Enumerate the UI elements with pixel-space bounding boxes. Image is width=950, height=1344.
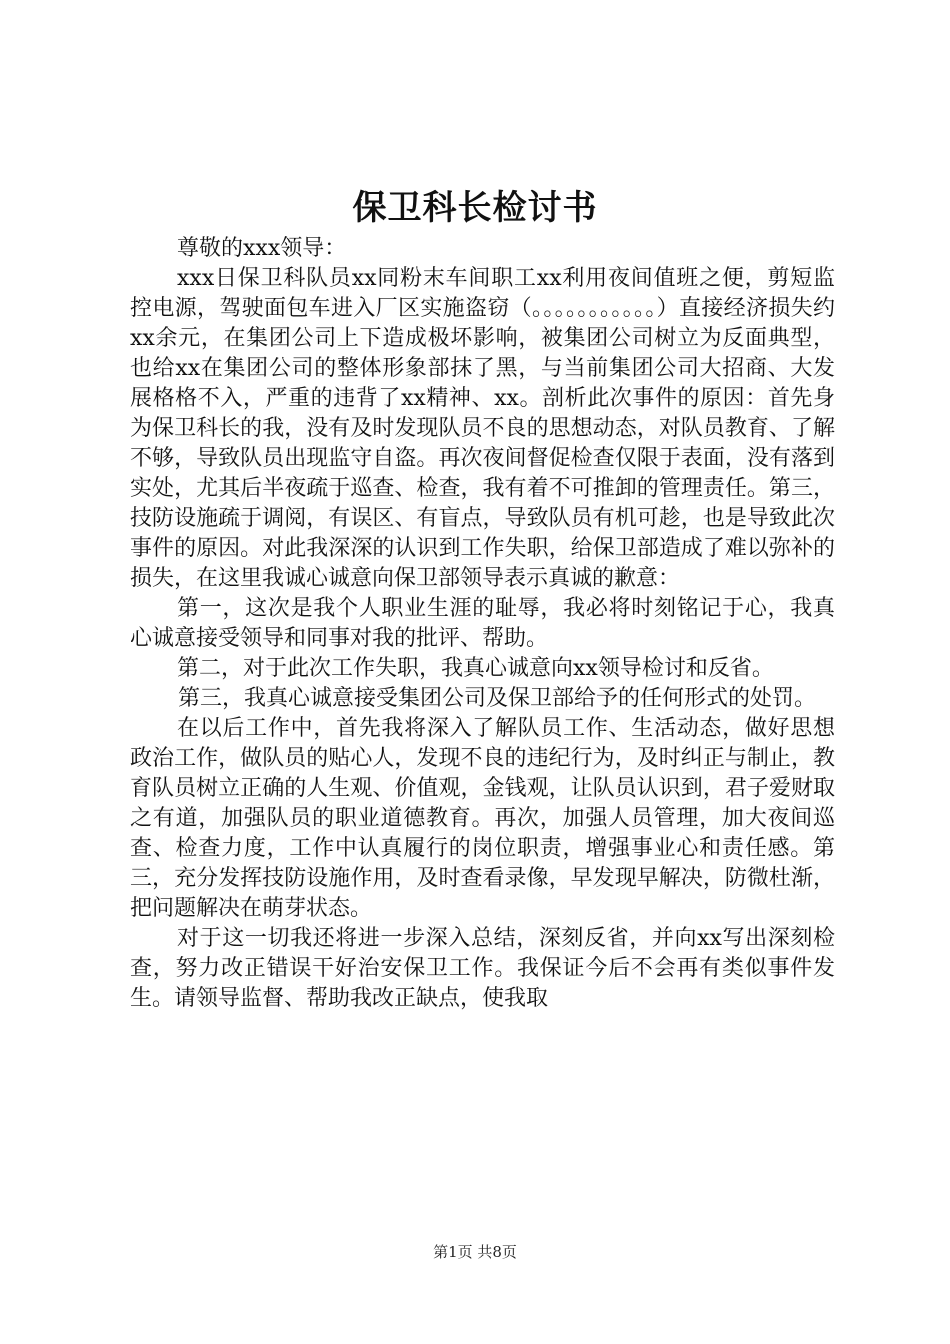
paragraph-point-three: 第三，我真心诚意接受集团公司及保卫部给予的任何形式的处罚。: [178, 686, 817, 711]
paragraph-point-two: 第二，对于此次工作失职，我真心诚意向xx领导检讨和反省。: [177, 656, 774, 681]
salutation: 尊敬的xxx领导：: [177, 236, 347, 261]
paragraph-point-one: 第一，这次是我个人职业生涯的耻辱，我必将时刻铭记于心，我真心诚意接受领导和同事对我的批评、帮助。: [130, 596, 835, 651]
paragraph-future-work: 在以后工作中，首先我将深入了解队员工作、生活动态，做好思想政治工作，做队员的贴心人，发现不良的违纪行为，及时纠正与制止，教育队员树立正确的人生观、价值观，金钱观，让队员认识到，君子爱财取之有道，加强队员的职业道德教育。再次，加强人员管理，加大夜间巡查、检查力度，工作中认真履行的岗位职责，增强事业心和责任感。第三，充分发挥技防设施作用，及时查看录像，早发现早解决，防微杜渐，把问题解决在萌芽状态。: [130, 716, 835, 921]
document-title: 保卫科长检讨书: [352, 188, 598, 228]
paragraph-incident: xxx日保卫科队员xx同粉末车间职工xx利用夜间值班之便，剪短监控电源，驾驶面包车进入厂区实施盗窃（。。。。。。。。。。。）直接经济损失约xx余元，在集团公司上下造成极坏影响，被集团公司树立为反面典型，也给xx在集团公司的整体形象部抹了黑，与当前集团公司大招商、大发展格格不入，严重的违背了xx精神、xx。剖析此次事件的原因：首先身为保卫科长的我，没有及时发现队员不良的思想动态，对队员教育、了解不够，导致队员出现监守自盗。再次夜间督促检查仅限于表面，没有落到实处，尤其后半夜疏于巡查、检查，我有着不可推卸的管理责任。第三，技防设施疏于调阅，有误区、有盲点，导致队员有机可趁，也是导致此次事件的原因。对此我深深的认识到工作失职，给保卫部造成了难以弥补的损失，在这里我诚心诚意向保卫部领导表示真诚的歉意：: [130, 266, 835, 591]
page-indicator: 第1页 共8页: [433, 1243, 517, 1261]
document-body: [130, 234, 835, 1014]
paragraph-commitment: 对于这一切我还将进一步深入总结，深刻反省，并向xx写出深刻检查，努力改正错误干好治安保卫工作。我保证今后不会再有类似事件发生。请领导监督、帮助我改正缺点，使我取: [130, 926, 835, 1011]
